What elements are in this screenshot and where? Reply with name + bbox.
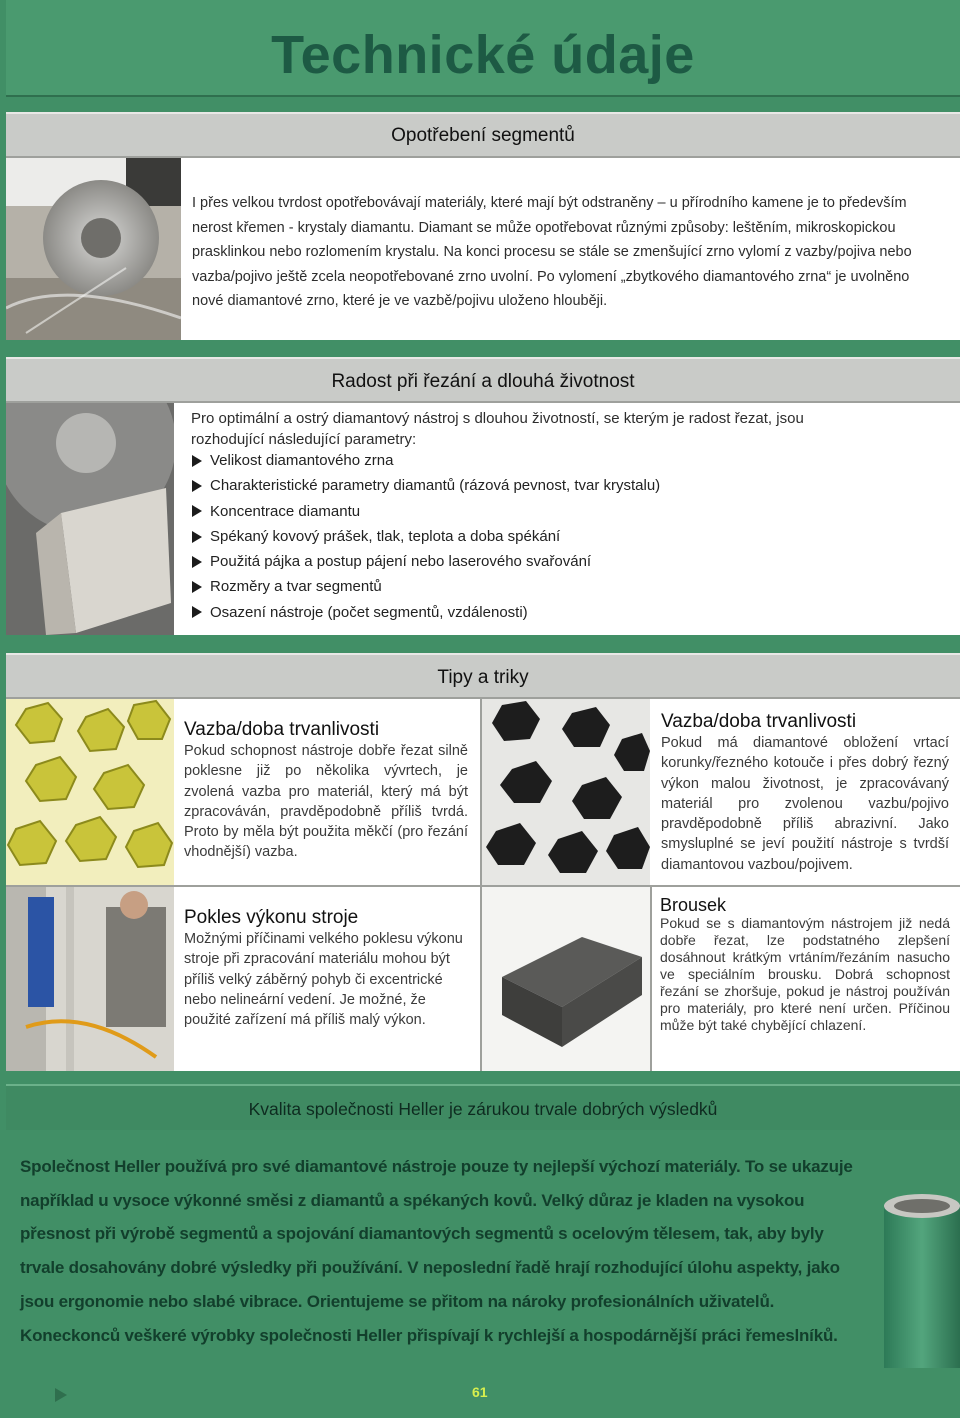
- tip-body: Možnými příčinami velkého poklesu výkonu stroje při zpracování materiálu mohou být příliš velký záběrný pohyb či excentrické nebo nelineární vedení. Je možné, že použité zařízení má příliš malý výkon.: [184, 931, 463, 1029]
- drilling-machine-photo: [6, 887, 174, 1071]
- wear-paragraph: I přes velkou tvrdost opotřebovávají materiály, které mají být odstraněny – u přírodního kamene je to především nerost křemen - krystaly diamantu. Diamant se může opotřebovat různými způsoby: leštěním, mikroskopickou prasklinkou nebo rozlomením krystalu. Na konci procesu se stále se zmenšující zrno vylomí z vazby/pojiva nebo vazba/pojivo ještě zcela neopotřebované zrno uvolní. Po vylomení „zbytkového diamantového zrna“ je uvolněno nové diamantové zrno, které je ve vazbě/pojivu uloženo hlouběji.: [192, 195, 912, 309]
- tip-body: Pokud se s diamantovým nástrojem již nedá dobře řezat, lze podstatného zlepšení dosáhnout krátkým vrtáním/řezáním nasucho ve speciálním brousku. Dobrá schopnost řezání se zhoršuje, pokud je nástroj používán pro materiály, pro které není určen. Příčinou může být také chybějící chlazení.: [660, 915, 950, 1033]
- page-number: 61: [472, 1384, 488, 1400]
- saw-blade-stone-block-photo: [6, 403, 174, 635]
- tip-title: Vazba/doba trvanlivosti: [661, 711, 857, 732]
- yellow-diamond-grains-photo: [6, 699, 174, 885]
- list-item: Osazení nástroje (počet segmentů, vzdálenosti): [192, 600, 892, 625]
- page-title: Technické údaje: [271, 25, 695, 85]
- tip-card-2: [661, 711, 949, 875]
- bullet-triangle-icon: [192, 480, 202, 492]
- tip-title: Vazba/doba trvanlivosti: [184, 719, 380, 740]
- list-item: Charakteristické parametry diamantů (rázová pevnost, tvar krystalu): [192, 473, 892, 498]
- section-heading-tips: [6, 653, 960, 699]
- section-heading-text: Opotřebení segmentů: [391, 125, 575, 146]
- bullet-triangle-icon: [192, 581, 202, 593]
- list-item: Použitá pájka a postup pájení nebo laserového svařování: [192, 549, 892, 574]
- tip-card-1: [184, 719, 468, 863]
- tips-panel: [6, 699, 960, 1071]
- section-heading-text: Tipy a triky: [437, 667, 529, 688]
- core-drill-bit-photo: [880, 1188, 960, 1368]
- parameter-list: [192, 448, 892, 625]
- joy-intro: Pro optimální a ostrý diamantový nástroj s dlouhou životností, se kterým je radost řezat, jsou rozhodující následující parametry:: [191, 410, 804, 448]
- section-panel-wear: [6, 158, 960, 340]
- tip-body: Pokud schopnost nástroje dobře řezat silně poklesne již po několika vývrtech, je zvolená vazba pro materiál, který má být zpracováván, pravděpodobně příliš tvrdá. Proto by měla být použita měkčí (pro řezání vhodnější) vazba.: [184, 743, 468, 861]
- bullet-triangle-icon: [192, 531, 202, 543]
- play-triangle-icon: [55, 1388, 67, 1402]
- tip-card-4: [660, 895, 950, 1034]
- section-heading-text: Kvalita společnosti Heller je zárukou trvale dobrých výsledků: [248, 1099, 718, 1119]
- list-item: Velikost diamantového zrna: [192, 448, 892, 473]
- list-item: Koncentrace diamantu: [192, 499, 892, 524]
- tip-title: Pokles výkonu stroje: [184, 907, 359, 928]
- saw-cutting-stone-photo: [6, 158, 181, 340]
- section-heading-quality: [6, 1084, 960, 1130]
- bullet-triangle-icon: [192, 556, 202, 568]
- section-heading-wear: [6, 112, 960, 158]
- bullet-triangle-icon: [192, 606, 202, 618]
- bullet-triangle-icon: [192, 505, 202, 517]
- page: [6, 0, 960, 1418]
- bullet-triangle-icon: [192, 455, 202, 467]
- section-panel-joy: [6, 403, 960, 635]
- list-item: Spékaný kovový prášek, tlak, teplota a doba spékání: [192, 524, 892, 549]
- tip-card-3: [184, 907, 470, 1030]
- whetstone-photo: [482, 887, 650, 1071]
- tip-title: Brousek: [660, 895, 727, 915]
- tip-body: Pokud má diamantové obložení vrtací korunky/řezného kotouče i přes dobrý řezný výkon malou životnost, je zpracovávaný materiál pro zvolenou vazbu/pojivo pravděpodobně příliš abrazivní. Jako smysluplné se jeví použití nástroje s tvrdší diamantovou vazbou/pojivem.: [661, 735, 949, 873]
- title-band: [6, 0, 960, 97]
- section-heading-text: Radost při řezání a dlouhá životnost: [331, 371, 635, 392]
- dark-diamond-grains-photo: [482, 699, 650, 885]
- section-heading-joy: [6, 357, 960, 403]
- list-item: Rozměry a tvar segmentů: [192, 574, 892, 599]
- tips-divider: [650, 887, 652, 1071]
- quality-paragraph: Společnost Heller používá pro své diamantové nástroje pouze ty nejlepší výchozí materiály. To se ukazuje například u vysoce výkonné směsi z diamantů a spékaných kovů. Velký důraz je kladen na vysokou přesnost při výrobě segmentů a spojování diamantových segmentů s ocelovým tělesem, tak, aby byly trvale dosahovány dobré výsledky při používání. V neposlední řadě hrají rozhodující úlohu aspekty, jako jsou ergonomie nebo slabé vibrace. Orientujeme se přitom na nároky profesionálních uživatelů. Koneckonců veškeré výrobky společnosti Heller přispívají k rychlejší a hospodárnější práci řemeslníků.: [20, 1157, 853, 1345]
